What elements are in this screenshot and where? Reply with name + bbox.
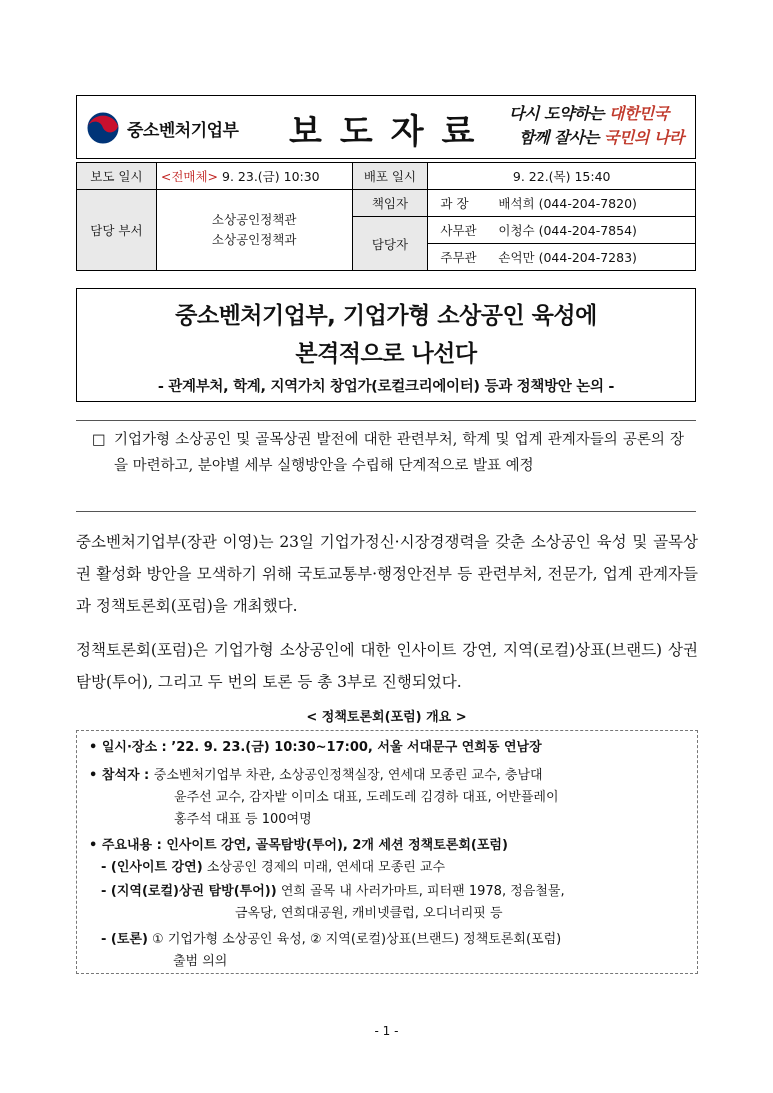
dept-label: 담당 부서 xyxy=(77,190,157,271)
headline-subtitle: - 관계부처, 학계, 지역가치 창업가(로컬크리에이터) 등과 정책방안 논의 - xyxy=(157,379,615,395)
slogan-line2: 함께 잘사는 국민의 나라 xyxy=(519,128,684,147)
dept-line2: 소상공인정책과 xyxy=(211,232,297,247)
report-date-label: 보도 일시 xyxy=(77,163,157,190)
responsible-cell xyxy=(428,190,696,217)
overview-content: • 주요내용 : 인사이트 강연, 골목탐방(투어), 2개 세션 정책토론회(포럼) xyxy=(89,838,508,853)
page-number: - 1 - xyxy=(374,1024,399,1038)
headline-line1: 중소벤처기업부, 기업가형 소상공인 육성에 xyxy=(175,303,597,329)
overview-box xyxy=(76,730,698,974)
headline xyxy=(77,297,695,373)
report-date-cell xyxy=(156,163,352,190)
dept-cell xyxy=(156,190,352,271)
officer2-contact: 손억만 (044-204-7283) xyxy=(498,250,637,265)
overview-item-2-line2: 금옥당, 연희대공원, 캐비넷클럽, 오디너리핏 등 xyxy=(235,906,503,921)
overview-item-2: - (지역(로컬)상권 탐방(투어)) 연희 골목 내 사러가마트, 피터팬 1978, 정음철물, xyxy=(101,884,565,899)
slogan xyxy=(509,102,693,150)
overview-heading: < 정책토론회(포럼) 개요 > xyxy=(306,710,467,725)
officer1-title: 사무관 xyxy=(440,223,477,238)
headline-box xyxy=(76,288,696,402)
body-paragraph-1: 중소벤처기업부(장관 이영)는 23일 기업가정신·시장경쟁력을 갖춘 소상공인 육성 및 골목상권 활성화 방안을 모색하기 위해 국토교통부·행정안전부 등 관련부처, 전문가, 업계 관계자들과 정책토론회(포럼)을 개최했다. xyxy=(76,533,698,615)
release-info-table xyxy=(76,162,696,271)
overview-attendees-line2: 윤주선 교수, 감자밭 이미소 대표, 도레도레 김경하 대표, 어반플레이 xyxy=(174,790,559,805)
officer2-cell xyxy=(428,244,696,271)
embargo-tag: <전매체> xyxy=(160,169,219,184)
header-box xyxy=(76,95,696,159)
distribution-date: 9. 22.(목) 15:40 xyxy=(428,163,696,190)
document-title: 보도자료 xyxy=(289,112,493,152)
overview-item-1: - (인사이트 강연) 소상공인 경제의 미래, 연세대 모종린 교수 xyxy=(101,860,446,875)
responsible-label: 책임자 xyxy=(352,190,428,217)
officer1-contact: 이청수 (044-204-7854) xyxy=(498,223,637,238)
overview-item-3: - (토론) ① 기업가형 소상공인 육성, ② 지역(로컬)상표(브랜드) 정책토론회(포럼) xyxy=(101,932,562,947)
officer2-title: 주무관 xyxy=(440,250,477,265)
report-date: 9. 23.(금) 10:30 xyxy=(222,169,320,184)
overview-attendees-line3: 홍주석 대표 등 100여명 xyxy=(174,812,312,827)
body-paragraph-2: 정책토론회(포럼)은 기업가형 소상공인에 대한 인사이트 강연, 지역(로컬)상표(브랜드) 상권 탐방(투어), 그리고 두 번의 토론 등 총 3부로 진행되었다. xyxy=(76,641,698,691)
overview-attendees: • 참석자 : 중소벤처기업부 차관, 소상공인정책실장, 연세대 모종린 교수, 충남대 xyxy=(89,768,543,783)
overview-item-3-line2: 출범 의의 xyxy=(173,954,228,969)
dept-line1: 소상공인정책관 xyxy=(211,212,297,227)
summary-box xyxy=(76,420,696,512)
slogan-line1: 다시 도약하는 대한민국 xyxy=(509,104,669,123)
distribution-label: 배포 일시 xyxy=(352,163,428,190)
checkbox-bullet-icon: □ xyxy=(92,432,106,448)
officer1-cell xyxy=(428,217,696,244)
responsible-title: 과 장 xyxy=(440,196,469,211)
responsible-contact: 배석희 (044-204-7820) xyxy=(498,196,637,211)
taegeuk-emblem-icon xyxy=(85,110,121,146)
overview-date: • 일시·장소 : ’22. 9. 23.(금) 10:30~17:00, 서울 서대문구 연희동 연남장 xyxy=(89,740,542,755)
ministry-name: 중소벤처기업부 xyxy=(127,121,239,141)
summary-text: 기업가형 소상공인 및 골목상권 발전에 대한 관련부처, 학계 및 업계 관계자들의 공론의 장을 마련하고, 분야별 세부 실행방안을 수립해 단계적으로 발표 예정 xyxy=(114,432,684,474)
officer-label: 담당자 xyxy=(352,217,428,271)
headline-line2: 본격적으로 나선다 xyxy=(295,341,477,367)
